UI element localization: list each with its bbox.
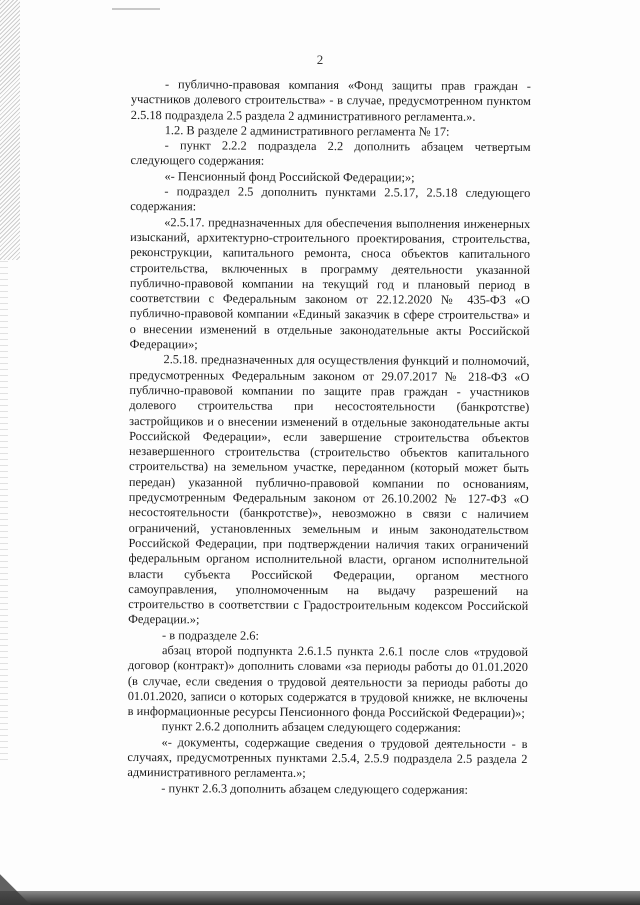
paragraph: абзац второй подпункта 2.6.1.5 пункта 2.6.1 после слов «трудовой договор (контракт)» дополнить словами «за периоды работы до 01.01.2020 (в случае, если сведения о трудовой деятельности за периоды работы до 01.01.2020, записи о которых содержатся в трудовой книжке, не включены в информационные ресурсы Пенсионного фонда Российской Федерации)»; — [127, 643, 529, 721]
paragraph: пункт 2.6.2 дополнить абзацем следующего содержания: — [161, 719, 462, 736]
document-body — [127, 77, 531, 798]
page-number: 2 — [316, 52, 324, 67]
scan-edge-artifact — [0, 260, 8, 760]
paragraph: «2.5.17. предназначенных для обеспечения выполнения инженерных изысканий, архитектурно-строительного проектирования, строительства, реконструкции, капитального ремонта, сноса объектов капитального строительства, включенных в программу деятельности указанной публично-правовой компании на текущий год и плановый период в соответствии с Федеральным законом от 22.12.2020 № 435-ФЗ «О публично-правовой компании «Единый заказчик в сфере строительства» и о внесении изменений в отдельные законодательные акты Российской Федерации»; — [129, 214, 531, 352]
paragraph: «- документы, содержащие сведения о трудовой деятельности - в случаях, предусмотренных пунктами 2.5.4, 2.5.9 подраздела 2.5 раздела 2 административного регламента.»; — [127, 734, 528, 781]
scan-corner-artifact — [0, 865, 36, 905]
paragraph: «- Пенсионный фонд Российской Федерации;»; — [164, 168, 415, 185]
scan-top-mark — [112, 8, 160, 10]
paragraph: - в подразделе 2.6: — [162, 627, 259, 643]
scan-bottom-edge — [0, 891, 640, 905]
paragraph: - пункт 2.2.2 подраздела 2.2 дополнить абзацем четвертым следующего содержания: — [130, 138, 531, 169]
paragraph: 2.5.18. предназначенных для осуществления функций и полномочий, предусмотренных Федеральным законом от 29.07.2017 № 218-ФЗ «О публично-правовой компании по защите прав граждан - участников долевого строительства при несостоятельности (банкротстве) застройщиков и о внесении изменений в отдельные законодательные акты Российской Федерации», если завершение строительства объектов незавершенного строительства (строительство объектов капитального строительства) на земельном участке, переданном (который может быть передан) указанной публично-правовой компании по основаниям, предусмотренным Федеральным законом от 26.10.2002 № 127-ФЗ «О несостоятельности (банкротстве)», невозможно в связи с наличием ограничений, установленных земельным и иным законодательством Российской Федерации, при подтверждении наличия таких ограничений федеральным органом исполнительной власти, органом исполнительной власти субъекта Российской Федерации, органом местного самоуправления, уполномоченным на выдачу разрешений на строительство в соответствии с Градостроительным кодексом Российской Федерации.»; — [128, 352, 530, 627]
paragraph: - пункт 2.6.3 дополнить абзацем следующего содержания: — [161, 780, 468, 797]
paragraph: - публично-правовая компания «Фонд защиты прав граждан - участников долевого строительства» - в случае, предусмотренном пунктом 2.5.18 подраздела 2.5 раздела 2 административного регламента.». — [130, 77, 531, 124]
paragraph: 1.2. В разделе 2 административного регламента № 17: — [164, 123, 450, 139]
paragraph: - подраздел 2.5 дополнить пунктами 2.5.17, 2.5.18 следующего содержания: — [130, 184, 531, 214]
scan-edge-artifact — [0, 0, 20, 260]
